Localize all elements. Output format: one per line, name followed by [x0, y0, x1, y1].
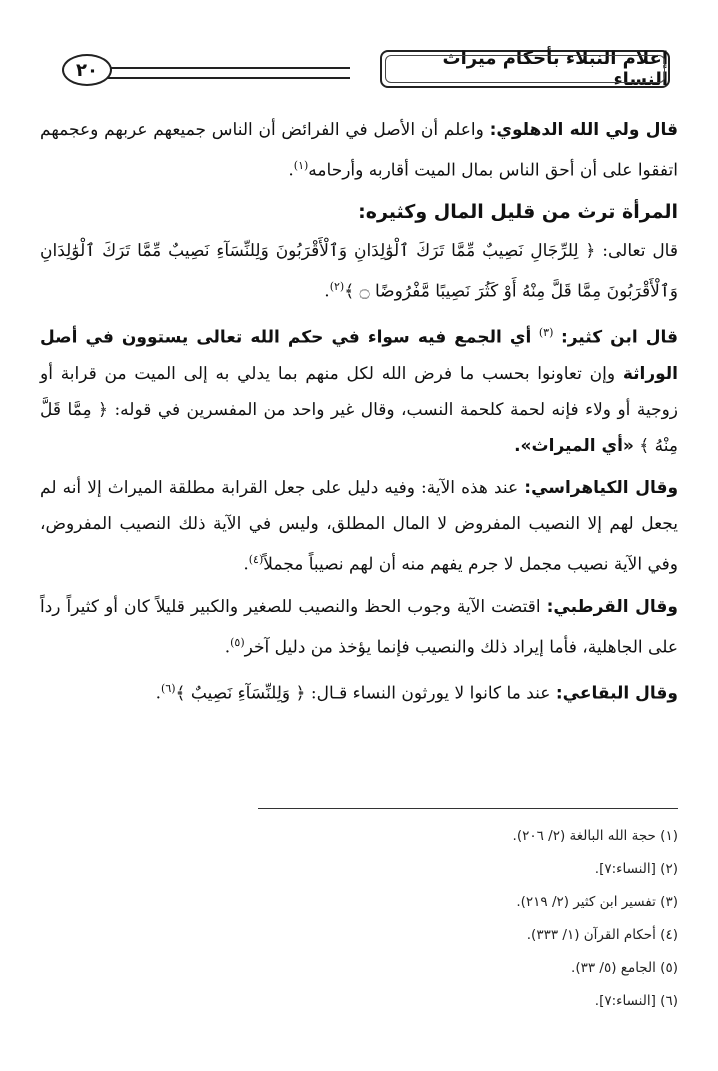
paragraph-text: واعلم أن الأصل في الفرائض أن الناس جميعهم عربهم	[104, 120, 484, 140]
footnote-separator	[258, 808, 678, 809]
paragraph-text: كثيراً رداً على الجاهلية، فأما إيراد ذلك والنصيب فإنما يؤخذ من دليل آخر	[40, 596, 678, 658]
verse-intro: قال تعالى:	[602, 240, 678, 261]
footnote-ref: (٦)	[161, 682, 176, 696]
quoted-text: أي الجمع فيه سواء في حكم الله تعالى يستوون في أصل الوراثة	[40, 327, 678, 384]
footnote-ref: (٤)	[248, 552, 264, 566]
page-header	[62, 48, 680, 92]
quran-verse: ﴿ وَلِلنِّسَآءِ نَصِيبٌ ﴾	[175, 683, 306, 704]
paragraph-ibn-kathir	[40, 315, 678, 464]
speaker-kiya-harasi: وقال الكياهراسي:	[524, 477, 679, 498]
page-number: ٢٠	[62, 54, 112, 86]
quran-verse: ﴿ لِلرِّجَالِ نَصِيبٌ مِّمَّا تَرَكَ ٱلْوَٰلِدَانِ وَٱلْأَقْرَبُونَ وَلِلنِّسَآءِ نَصِيبٌ مِّمَّا	[137, 240, 596, 261]
speaker-ibn-kathir: قال ابن كثير:	[560, 327, 679, 348]
footnote-ref: (٣)	[538, 326, 554, 340]
paragraph-text: أنه لم يجعل لهم إلا النصيب المفروض لا المال المطلق، وليس في الآية ذلك النصيب	[40, 477, 678, 534]
paragraph-text: عند هذه الآية: وفيه دليل على جعل القرابة مطلقة الميراث إلا	[87, 477, 519, 498]
paragraph-biqai: وقال البقاعي: عند ما كانوا لا يورثون النساء قـال: ﴿ وَلِلنِّسَآءِ نَصِيبٌ ﴾$^{(٦)}$.	[155, 682, 678, 704]
paragraph-text: ولاء فإنه لحمة كلحمة النسب، وقال غير واحد من المفسرين في قوله:	[114, 399, 611, 420]
footnote: (٣) تفسير ابن كثير (٢/ ٢١٩).	[516, 894, 678, 910]
paragraph-qurtubi: وقال القرطبي: اقتضت الآية وجوب الحظ والنصيب للصغير والكبير قليلاً كان أو كثيراً رداً على الجاهلية، فأما إيراد ذلك والنصيب فإنما يؤخذ من دليل آخر$^{(٥)}$.	[40, 596, 678, 658]
quran-verse: ﴿ مِمَّا قَلَّ مِنْهُ ﴾	[40, 399, 678, 456]
quran-verse: تَرَكَ ٱلْوَٰلِدَانِ وَٱلْأَقْرَبُونَ مِمَّا قَلَّ مِنْهُ أَوْ كَثُرَ نَصِيبًا مَّفْرُوضًا ۝ ﴾	[40, 240, 678, 302]
paragraph-text: المفروض، وفي الآية نصيب مجمل لا جرم يفهم منه أن لهم نصيباً مجملاً	[40, 513, 678, 575]
paragraph-text: وعجمهم اتفقوا على أن أحق الناس بمال الميت أقاربه وأرحامه	[40, 120, 678, 181]
footnotes	[58, 820, 678, 1018]
quoted-text: «أي الميراث».	[514, 435, 634, 456]
footnote: (٦) [النساء:٧].	[594, 993, 678, 1009]
footnote: (١) حجة الله البالغة (٢/ ٢٠٦).	[512, 828, 678, 844]
speaker-dehlawi: قال ولي الله الدهلوي:	[489, 120, 678, 140]
section-heading: المرأة ترث من قليل المال وكثيره:	[358, 200, 678, 223]
paragraph-dehlawi: قال ولي الله الدهلوي: واعلم أن الأصل في الفرائض أن الناس جميعهم عربهم وعجمهم اتفقوا على أن أحق الناس بمال الميت أقاربه وأرحامه$^{(١)}$.	[40, 120, 678, 181]
running-title	[380, 50, 670, 88]
paragraph-verse: قال تعالى: ﴿ لِلرِّجَالِ نَصِيبٌ مِّمَّا تَرَكَ ٱلْوَٰلِدَانِ وَٱلْأَقْرَبُونَ وَلِلنِّسَآءِ نَصِيبٌ مِّمَّا تَرَكَ ٱلْوَٰلِدَانِ وَٱلْأَقْرَبُونَ مِمَّا قَلَّ مِنْهُ أَوْ كَثُرَ نَصِيبًا مَّفْرُوضًا ۝ ﴾$^{(٢)}$.	[40, 240, 678, 302]
speaker-qurtubi: وقال القرطبي:	[546, 596, 678, 617]
footnote-ref: (١)	[293, 159, 309, 172]
footnote: (٥) الجامع (٥/ ٣٣).	[571, 960, 678, 976]
paragraph-text: اقتضت الآية وجوب الحظ والنصيب للصغير والكبير قليلاً كان أو	[105, 596, 541, 617]
paragraph-kiya-harasi: وقال الكياهراسي: عند هذه الآية: وفيه دليل على جعل القرابة مطلقة الميراث إلا أنه لم يجعل لهم إلا النصيب المفروض لا المال المطلق، وليس في الآية ذلك النصيب المفروض، وفي الآية نصيب مجمل لا جرم يفهم منه أن لهم نصيباً مجملاً$^{(٤)}$.	[40, 477, 679, 575]
footnote: (٢) [النساء:٧].	[594, 861, 678, 877]
footnote: (٤) أحكام القرآن (١/ ٣٣٣).	[526, 927, 678, 943]
speaker-biqai: وقال البقاعي:	[555, 683, 678, 704]
footnote-ref: (٥)	[230, 635, 245, 649]
footnote-ref: (٢)	[329, 279, 345, 293]
running-title-text: إعلام النبلاء بأحكام ميراث النساء	[442, 48, 668, 90]
paragraph-text: عند ما كانوا لا يورثون النساء قـال:	[310, 683, 551, 704]
paragraph-text: وإن تعاونوا بحسب ما فرض الله لكل منهم بما يدلي به إلى الميت من قرابة أو زوجية أو	[40, 363, 679, 420]
page-body	[40, 112, 678, 712]
header-rule	[102, 67, 350, 79]
